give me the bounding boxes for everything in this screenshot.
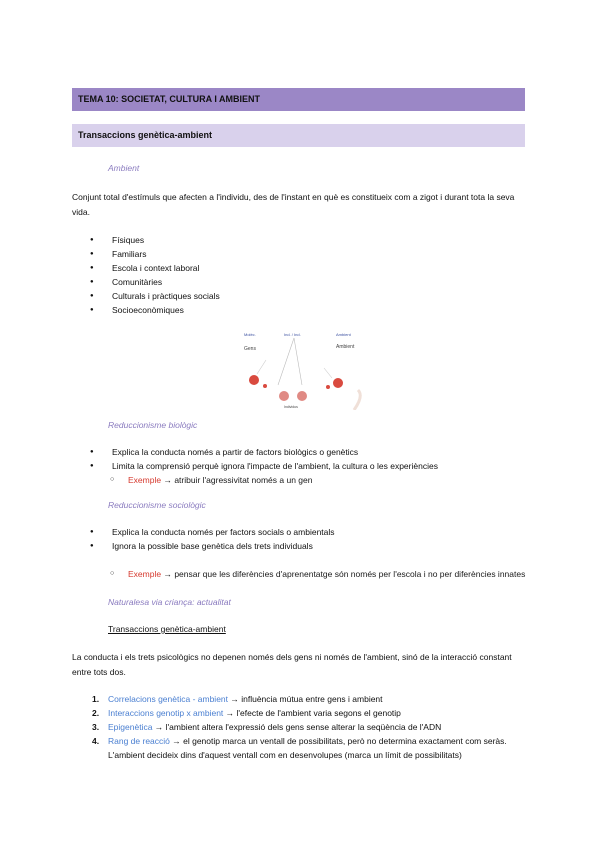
- list-item: ● Socioeconòmiques: [90, 303, 510, 317]
- list-item: ● Físiques: [90, 233, 510, 247]
- soc-example: [90, 567, 548, 581]
- figure-label-right: Ambient: [336, 332, 351, 337]
- example-text: → pensar que les diferències d'aprenentatge són només per l'escola i no per diferències innates: [163, 569, 526, 579]
- nature-heading: Naturalesa via criança: actualitat: [108, 597, 231, 607]
- diagram-circle: [263, 384, 267, 388]
- list-item: ● Explica la conducta només per factors socials o ambientals: [90, 525, 530, 539]
- ambient-list: [90, 233, 510, 317]
- section-title: Transaccions genètica-ambient: [72, 124, 525, 147]
- soc-heading: Reduccionisme sociològic: [108, 500, 206, 510]
- figure-word-left: Gens: [244, 346, 256, 352]
- ambient-text: Conjunt total d'estímuls que afecten a l'individu, des de l'instant en què es constitueix com a zigot i durant tota la seva vida.: [72, 192, 515, 217]
- nature-text: La conducta i els trets psicològics no depenen només dels gens ni només de l'ambient, sinó de la interacció constant entre tots dos.: [72, 652, 512, 677]
- bio-example: [90, 473, 568, 487]
- diagram-circle: [249, 375, 259, 385]
- figure-label-left: Molèc.: [244, 332, 256, 337]
- bio-heading: Reduccionisme biològic: [108, 420, 198, 430]
- bio-list: [90, 445, 530, 473]
- list-item: ● Explica la conducta només a partir de factors biològics o genètics: [90, 445, 530, 459]
- list-item: 2. Interaccions genotip x ambient → l'efecte de l'ambient varia segons el genotip: [92, 708, 401, 718]
- figure-word-bottom: Individus: [284, 405, 298, 409]
- diagram-circle: [333, 378, 343, 388]
- list-item: 1. Correlacions genètica - ambient → influència mútua entre gens i ambient: [92, 694, 383, 704]
- list-item: ● Comunitàries: [90, 275, 510, 289]
- diagram-circle: [297, 391, 307, 401]
- diagram-circle: [279, 391, 289, 401]
- soc-list: [90, 525, 530, 553]
- circle-bullet-icon: ○: [110, 570, 115, 577]
- example-label: Exemple: [128, 569, 162, 579]
- example-label: Exemple: [128, 475, 162, 485]
- nature-title: Transaccions genètica-ambient: [108, 624, 226, 634]
- list-item: ● Familiars: [90, 247, 510, 261]
- gene-environment-diagram: [232, 330, 372, 410]
- list-item: ● Ignora la possible base genètica dels trets individuals: [90, 539, 530, 553]
- list-item: ● Limita la comprensió perquè ignora l'impacte de l'ambient, la cultura o les experiències: [90, 459, 530, 473]
- list-item: 3. Epigenètica → l'ambient altera l'expressió dels gens sense alterar la seqüència de l'ADN: [92, 722, 442, 732]
- nature-list: [72, 692, 532, 762]
- circle-bullet-icon: ○: [110, 476, 115, 483]
- diagram-line: [294, 338, 302, 385]
- list-item: 4. Rang de reacció → el genotip marca un ventall de possibilitats, però no determina exactament com seràs. L'ambient decideix dins d'aquest ventall com en desenvolupes (marca un límit de possibilitats): [92, 736, 507, 760]
- list-item: ● Escola i context laboral: [90, 261, 510, 275]
- diagram-decoration: [354, 390, 360, 410]
- list-item: ● Culturals i pràctiques socials: [90, 289, 510, 303]
- ambient-heading: Ambient: [108, 163, 140, 173]
- diagram-line: [257, 360, 266, 374]
- figure-label-mid: Ind. / Ind.: [284, 332, 301, 337]
- figure-word-right: Ambient: [336, 344, 355, 350]
- diagram-circle: [326, 385, 330, 389]
- example-text: → atribuir l'agressivitat només a un gen: [163, 475, 313, 485]
- diagram-line: [278, 338, 294, 385]
- page-title: TEMA 10: SOCIETAT, CULTURA I AMBIENT: [72, 88, 525, 111]
- diagram-line: [324, 368, 332, 378]
